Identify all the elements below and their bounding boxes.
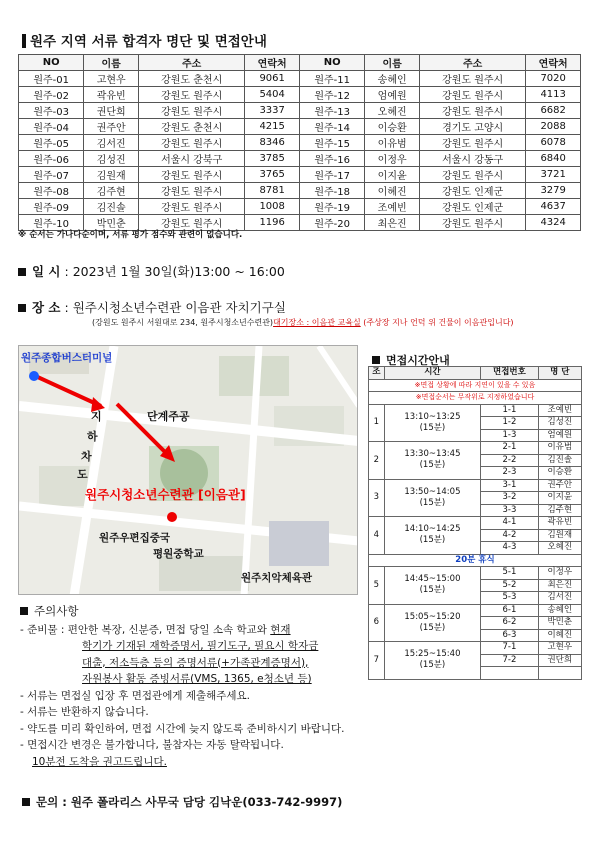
table-cell: 강원도 원주시 xyxy=(419,215,525,231)
table-cell: 이승환 xyxy=(365,119,420,135)
table-cell: 강원도 원주시 xyxy=(139,215,245,231)
schedule-row xyxy=(369,517,582,530)
table-cell: 김원재 xyxy=(84,167,139,183)
table-cell: 서울시 강북구 xyxy=(139,151,245,167)
schedule-row xyxy=(369,479,582,492)
table-cell: 강원도 인제군 xyxy=(419,183,525,199)
interviewee-name: 권단희 xyxy=(538,654,581,667)
table-header: NO xyxy=(19,55,84,71)
table-row xyxy=(19,167,581,183)
table-cell: 원주-01 xyxy=(19,71,84,87)
date-line: 일 시 : 2023년 1월 30일(화)13:00 ~ 16:00 xyxy=(18,262,285,280)
schedule-note-row xyxy=(369,392,582,405)
table-cell: 원주-19 xyxy=(299,199,364,215)
schedule-row xyxy=(369,442,582,455)
table-cell: 엄예원 xyxy=(365,87,420,103)
group-time xyxy=(384,642,481,680)
table-cell: 이지윤 xyxy=(365,167,420,183)
terminal-marker-icon xyxy=(29,371,39,381)
schedule-header: 조 xyxy=(369,367,385,380)
group-time-range: 13:50~14:05 xyxy=(404,486,461,497)
table-cell: 권주안 xyxy=(84,119,139,135)
table-cell: 경기도 고양시 xyxy=(419,119,525,135)
table-cell: 강원도 원주시 xyxy=(139,135,245,151)
table-cell: 원주-16 xyxy=(299,151,364,167)
table-cell: 곽유빈 xyxy=(84,87,139,103)
interviewee-name: 조예빈 xyxy=(538,404,581,417)
table-cell: 김주현 xyxy=(84,183,139,199)
table-cell: 서울시 강동구 xyxy=(419,151,525,167)
table-cell: 강원도 원주시 xyxy=(419,103,525,119)
group-time-range: 15:25~15:40 xyxy=(404,649,461,660)
table-cell: 권단희 xyxy=(84,103,139,119)
interviewee-name: 엄예원 xyxy=(538,429,581,442)
group-time xyxy=(384,604,481,642)
group-time xyxy=(384,517,481,555)
note-item: - 서류는 면접실 입장 후 면접관에게 제출해주세요. xyxy=(20,689,251,702)
table-row xyxy=(19,183,581,199)
interview-number: 4-1 xyxy=(481,517,538,530)
group-duration: (15분) xyxy=(419,497,446,508)
interviewee-name: 이정우 xyxy=(538,567,581,580)
group-time xyxy=(384,442,481,480)
interviewee-name: 이혜진 xyxy=(538,629,581,642)
interviewee-name: 최은진 xyxy=(538,579,581,592)
interview-number: 7-2 xyxy=(481,654,538,667)
table-row xyxy=(19,87,581,103)
interview-number: 4-3 xyxy=(481,542,538,555)
interview-number: 1-1 xyxy=(481,404,538,417)
table-cell: 이유범 xyxy=(365,135,420,151)
table-header: 연락처 xyxy=(245,55,300,71)
table-row xyxy=(19,71,581,87)
table-cell: 8781 xyxy=(245,183,300,199)
table-cell: 7020 xyxy=(526,71,581,87)
map-label-terminal: 원주종합버스터미널 xyxy=(21,352,113,364)
schedule-title: 면접시간안내 xyxy=(372,352,450,368)
place-detail: (강원도 원주시 서원대로 234, 원주시청소년수련관)대기장소 : 이음관 교육실 (주상장 지나 언덕 위 건물이 이음관입니다) xyxy=(92,318,514,327)
table-row xyxy=(19,103,581,119)
table-row xyxy=(19,119,581,135)
table-cell: 원주-13 xyxy=(299,103,364,119)
map-label-center: 원주시청소년수련관 [이음관] xyxy=(85,487,246,502)
map-label-road-3: 차 xyxy=(81,450,92,463)
table-cell: 강원도 춘천시 xyxy=(139,71,245,87)
interview-number: 6-1 xyxy=(481,604,538,617)
interview-number: 5-2 xyxy=(481,579,538,592)
group-number: 5 xyxy=(369,567,385,605)
table-cell: 이혜진 xyxy=(365,183,420,199)
table-cell: 원주-12 xyxy=(299,87,364,103)
group-time-range: 13:30~13:45 xyxy=(404,449,461,460)
group-duration: (15분) xyxy=(419,585,446,596)
interview-number: 5-3 xyxy=(481,592,538,605)
table-cell: 원주-04 xyxy=(19,119,84,135)
table-cell: 3785 xyxy=(245,151,300,167)
schedule-header: 면접번호 xyxy=(481,367,538,380)
table-header: 이름 xyxy=(365,55,420,71)
interview-number: 7-1 xyxy=(481,642,538,655)
interviewee-name: 김진솔 xyxy=(538,454,581,467)
interview-number: 3-3 xyxy=(481,504,538,517)
break-label: 20분 휴식 xyxy=(369,554,582,567)
table-row xyxy=(19,151,581,167)
interviewee-name: 김서진 xyxy=(538,592,581,605)
schedule-table xyxy=(368,366,582,680)
notes-section xyxy=(20,603,345,770)
interview-number: 3-1 xyxy=(481,479,538,492)
schedule-header: 명 단 xyxy=(538,367,581,380)
schedule-row xyxy=(369,604,582,617)
table-cell: 강원도 원주시 xyxy=(139,199,245,215)
table-cell: 김성진 xyxy=(84,151,139,167)
order-note: ※ 순서는 가나다순이며, 서류 평가 점수와 관련이 없습니다. xyxy=(18,230,243,240)
table-row xyxy=(19,135,581,151)
table-cell: 강원도 원주시 xyxy=(419,87,525,103)
table-cell: 6840 xyxy=(526,151,581,167)
interview-number xyxy=(481,667,538,680)
map-label-road-4: 도 xyxy=(77,468,88,481)
page-title: 원주 지역 서류 합격자 명단 및 면접안내 xyxy=(22,30,267,50)
note-item: 학기가 기재된 재학증명서, 필기도구, 필요시 학자금 xyxy=(82,640,319,652)
map-label-apartment: 단계주공 xyxy=(147,410,190,423)
group-duration: (15분) xyxy=(419,460,446,471)
group-time xyxy=(384,479,481,517)
table-cell: 원주-03 xyxy=(19,103,84,119)
interview-number: 5-1 xyxy=(481,567,538,580)
square-bullet-icon xyxy=(22,798,30,806)
group-number: 1 xyxy=(369,404,385,442)
note-item: - 준비물 : 편안한 복장, 신분증, 면접 당일 소속 학교와 현재 xyxy=(20,623,291,636)
table-header: 연락처 xyxy=(526,55,581,71)
table-cell: 강원도 원주시 xyxy=(139,103,245,119)
map-label-school: 평원중학교 xyxy=(153,548,204,560)
table-cell: 강원도 원주시 xyxy=(419,167,525,183)
table-cell: 강원도 원주시 xyxy=(139,87,245,103)
table-cell: 3765 xyxy=(245,167,300,183)
interviewee-name: 곽유빈 xyxy=(538,517,581,530)
interview-number: 1-2 xyxy=(481,417,538,430)
table-cell: 원주-07 xyxy=(19,167,84,183)
table-cell: 원주-10 xyxy=(19,215,84,231)
square-bullet-icon xyxy=(18,268,26,276)
table-row xyxy=(19,199,581,215)
place-line: 장 소 : 원주시청소년수련관 이음관 자치기구실 xyxy=(18,298,286,316)
table-cell: 3279 xyxy=(526,183,581,199)
table-cell: 최은진 xyxy=(365,215,420,231)
interviewee-name: 이유범 xyxy=(538,442,581,455)
note-item: 대출, 저소득층 등의 증명서류(+가족관계증명서), xyxy=(82,656,309,669)
interviewee-name: 이승환 xyxy=(538,467,581,480)
table-cell: 원주-15 xyxy=(299,135,364,151)
interviewee-name: 이지윤 xyxy=(538,492,581,505)
table-cell: 송혜인 xyxy=(365,71,420,87)
interviewee-name: 김원재 xyxy=(538,529,581,542)
group-number: 7 xyxy=(369,642,385,680)
interview-number: 4-2 xyxy=(481,529,538,542)
applicant-table xyxy=(18,54,581,231)
schedule-row xyxy=(369,567,582,580)
interview-number: 2-3 xyxy=(481,467,538,480)
table-cell: 오혜진 xyxy=(365,103,420,119)
schedule-note: ※면접순서는 무작위로 지정하였습니다 xyxy=(369,392,582,405)
note-item: 10분전 도착을 권고드립니다. xyxy=(32,755,167,768)
table-cell: 9061 xyxy=(245,71,300,87)
table-cell: 원주-09 xyxy=(19,199,84,215)
table-cell: 4324 xyxy=(526,215,581,231)
interviewee-name: 송혜인 xyxy=(538,604,581,617)
table-cell: 이정우 xyxy=(365,151,420,167)
table-cell: 5404 xyxy=(245,87,300,103)
schedule-row xyxy=(369,404,582,417)
group-time-range: 13:10~13:25 xyxy=(404,411,461,422)
table-cell: 강원도 인제군 xyxy=(419,199,525,215)
table-header: 주소 xyxy=(139,55,245,71)
table-cell: 6078 xyxy=(526,135,581,151)
schedule-row xyxy=(369,642,582,655)
break-row xyxy=(369,554,582,567)
table-cell: 3337 xyxy=(245,103,300,119)
interview-number: 1-3 xyxy=(481,429,538,442)
table-cell: 원주-18 xyxy=(299,183,364,199)
map-label-gym: 원주치악체육관 xyxy=(241,572,313,584)
group-number: 2 xyxy=(369,442,385,480)
group-time xyxy=(384,404,481,442)
table-cell: 강원도 원주시 xyxy=(139,183,245,199)
interview-number: 6-2 xyxy=(481,617,538,630)
group-duration: (15분) xyxy=(419,622,446,633)
group-time-range: 15:05~15:20 xyxy=(404,611,461,622)
map-label-post: 원주우편집중국 xyxy=(99,532,171,544)
table-cell: 원주-20 xyxy=(299,215,364,231)
interviewee-name xyxy=(538,667,581,680)
table-cell: 4113 xyxy=(526,87,581,103)
schedule-note: ※면접 상황에 따라 지연이 있을 수 있음 xyxy=(369,379,582,392)
table-cell: 강원도 원주시 xyxy=(139,167,245,183)
square-bullet-icon xyxy=(18,304,26,312)
table-cell: 원주-02 xyxy=(19,87,84,103)
map-label-road-2: 하 xyxy=(87,430,98,443)
interviewee-name: 김성진 xyxy=(538,417,581,430)
schedule-header: 시간 xyxy=(384,367,481,380)
group-time xyxy=(384,567,481,605)
interviewee-name: 권주안 xyxy=(538,479,581,492)
table-cell: 6682 xyxy=(526,103,581,119)
interviewee-name: 오혜진 xyxy=(538,542,581,555)
schedule-note-row xyxy=(369,379,582,392)
table-cell: 조예빈 xyxy=(365,199,420,215)
note-item: - 서류는 반환하지 않습니다. xyxy=(20,706,149,718)
interviewee-name: 고현우 xyxy=(538,642,581,655)
interview-number: 2-2 xyxy=(481,454,538,467)
title-bar-icon xyxy=(22,34,26,48)
table-header: NO xyxy=(299,55,364,71)
center-marker-icon xyxy=(167,512,177,522)
notes-title: 주의사항 xyxy=(20,603,345,620)
group-duration: (15분) xyxy=(419,660,446,671)
table-cell: 박민춘 xyxy=(84,215,139,231)
group-duration: (15분) xyxy=(419,422,446,433)
group-time-range: 14:10~14:25 xyxy=(404,524,461,535)
group-duration: (15분) xyxy=(419,535,446,546)
table-cell: 강원도 원주시 xyxy=(419,135,525,151)
table-header: 주소 xyxy=(419,55,525,71)
map-label-road-1: 지 xyxy=(91,410,102,423)
location-map xyxy=(18,345,358,595)
table-cell: 4637 xyxy=(526,199,581,215)
interview-number: 6-3 xyxy=(481,629,538,642)
note-item: 자원봉사 활동 증빙서류(VMS, 1365, e청소년 등) xyxy=(82,673,312,685)
contact-line: 문의 : 원주 폴라리스 사무국 담당 김낙운(033-742-9997) xyxy=(22,794,342,810)
table-cell: 강원도 춘천시 xyxy=(139,119,245,135)
group-number: 4 xyxy=(369,517,385,555)
table-cell: 1196 xyxy=(245,215,300,231)
table-cell: 8346 xyxy=(245,135,300,151)
table-cell: 1008 xyxy=(245,199,300,215)
table-cell: 원주-06 xyxy=(19,151,84,167)
note-item: - 약도를 미리 확인하여, 면접 시간에 늦지 않도록 준비하시기 바랍니다. xyxy=(20,722,345,735)
table-cell: 원주-08 xyxy=(19,183,84,199)
table-cell: 고현우 xyxy=(84,71,139,87)
group-time-range: 14:45~15:00 xyxy=(404,574,461,585)
table-cell: 김서진 xyxy=(84,135,139,151)
table-cell: 강원도 원주시 xyxy=(419,71,525,87)
group-number: 3 xyxy=(369,479,385,517)
table-cell: 원주-17 xyxy=(299,167,364,183)
interview-number: 2-1 xyxy=(481,442,538,455)
square-bullet-icon xyxy=(20,607,28,615)
table-cell: 4215 xyxy=(245,119,300,135)
table-cell: 원주-14 xyxy=(299,119,364,135)
interviewee-name: 김주현 xyxy=(538,504,581,517)
table-cell: 3721 xyxy=(526,167,581,183)
table-cell: 원주-11 xyxy=(299,71,364,87)
table-header: 이름 xyxy=(84,55,139,71)
square-bullet-icon xyxy=(372,356,380,364)
interview-number: 3-2 xyxy=(481,492,538,505)
table-cell: 2088 xyxy=(526,119,581,135)
table-cell: 원주-05 xyxy=(19,135,84,151)
table-cell: 김진솔 xyxy=(84,199,139,215)
interviewee-name: 박민춘 xyxy=(538,617,581,630)
group-number: 6 xyxy=(369,604,385,642)
note-item: - 면접시간 변경은 불가합니다, 불참자는 자동 탈락됩니다. xyxy=(20,739,284,751)
